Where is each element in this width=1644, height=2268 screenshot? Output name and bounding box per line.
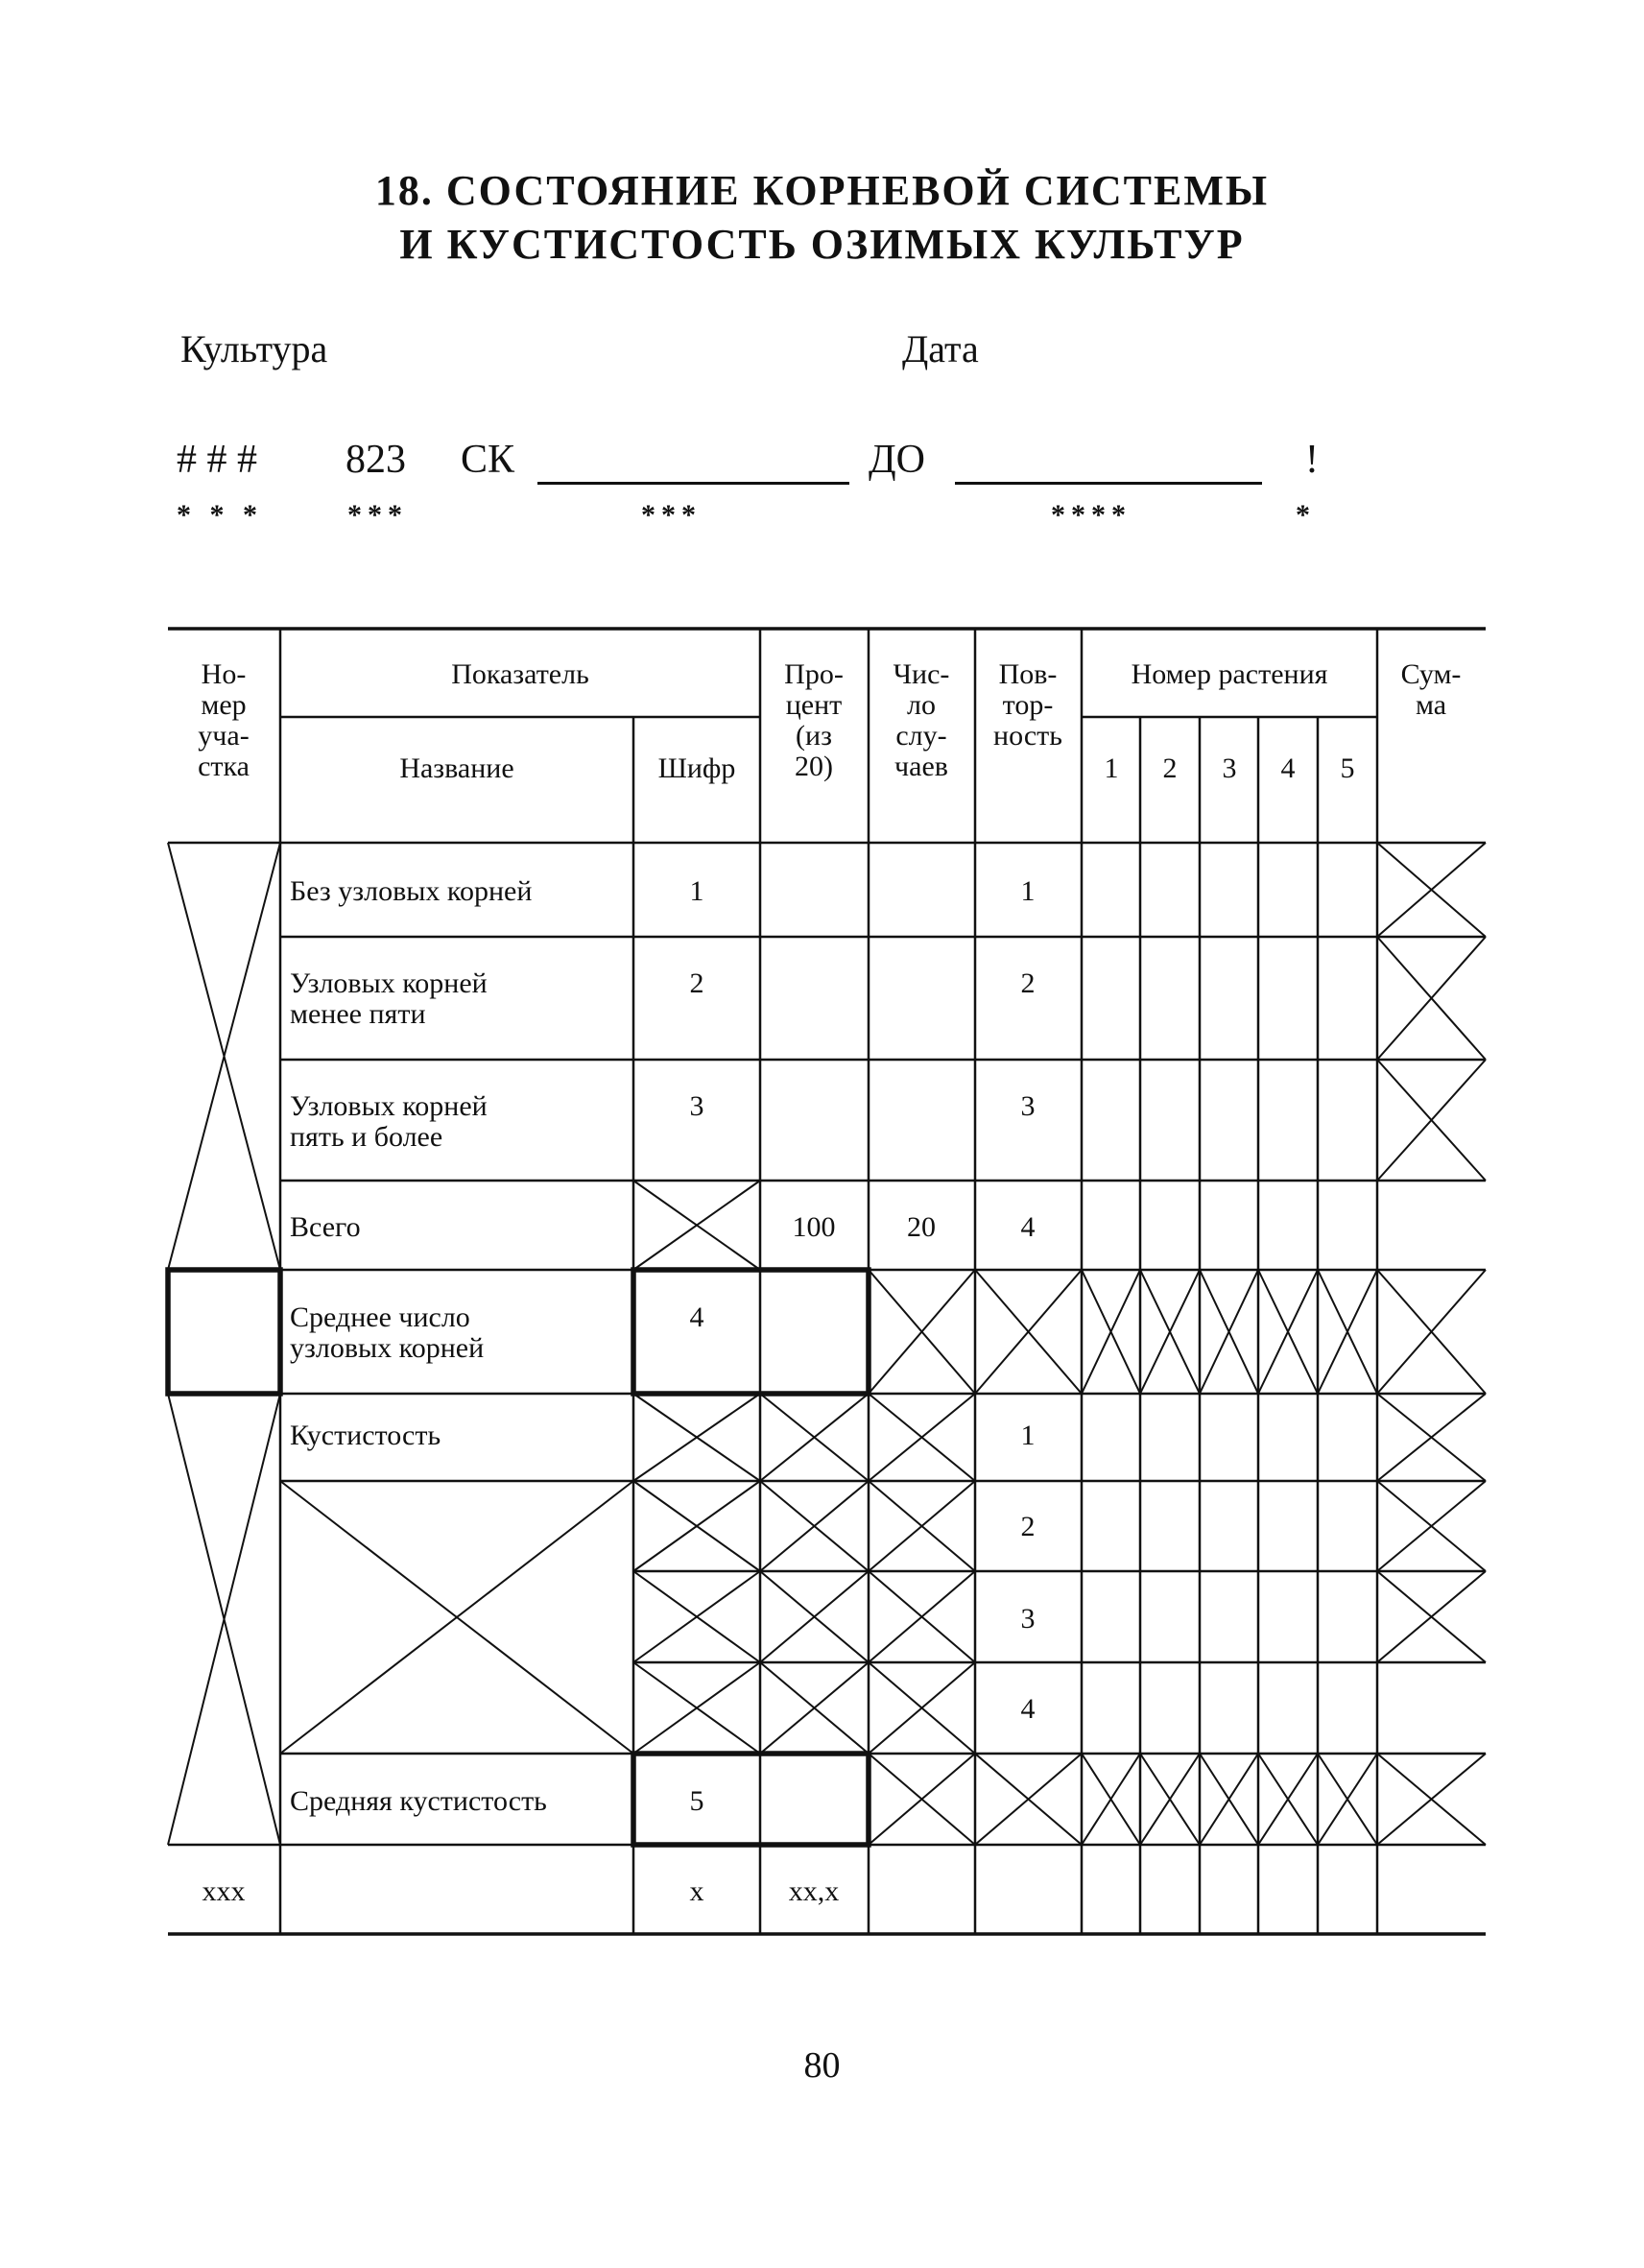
row2-name-2: менее пяти [290,998,426,1030]
footer-code: x [689,1875,704,1907]
date-label: Дата [902,327,979,370]
stars-2: *** [347,499,408,531]
table-header [198,658,1461,784]
hdr-code: Шифр [657,752,736,784]
stars-4: **** [1051,499,1132,531]
hdr-plot-1: Но- [201,658,247,690]
row4-percent: 100 [792,1211,836,1243]
hdr-percent-4: 20) [795,751,833,782]
title-line-2: И КУСТИСТОСТЬ ОЗИМЫХ КУЛЬТУР [399,221,1245,268]
row3-code: 3 [689,1090,704,1122]
hdr-plot-2: мер [201,689,247,721]
code-do: ДО [869,438,925,482]
stars-1: * * * [177,499,263,531]
hdr-percent-2: цент [785,689,843,721]
row10-code: 5 [689,1785,704,1817]
hdr-name: Название [399,752,514,784]
row10-name: Средняя кустистость [290,1785,547,1817]
row2-name-1: Узловых корней [290,967,488,999]
stars-5: * [1296,499,1316,531]
page-number: 80 [803,2045,841,2086]
hdr-repeat-2: тор- [1002,689,1054,721]
stars-3: *** [641,499,702,531]
hdr-count-2: ло [907,689,936,721]
hdr-count-4: чаев [894,751,948,782]
hdr-indicator: Показатель [451,658,589,690]
row5-name-1: Среднее число [290,1301,470,1333]
hdr-repeat-1: Пов- [998,658,1058,690]
row1-name: Без узловых корней [290,875,533,907]
hdr-repeat-3: ность [993,720,1062,752]
row5-code: 4 [689,1301,704,1333]
hdr-plant-2: 2 [1162,752,1178,784]
hdr-count-3: слу- [895,720,947,752]
row8-repeat: 3 [1020,1603,1036,1635]
hdr-plant-3: 3 [1222,752,1237,784]
hdr-percent-1: Про- [784,658,844,690]
row1-repeat: 1 [1020,875,1036,907]
footer-plot: xxx [202,1875,246,1907]
table-grid [168,629,1486,1934]
row1-code: 1 [689,875,704,907]
hdr-sum-1: Сум- [1400,658,1462,690]
hdr-count-1: Чис- [893,658,950,690]
row3-name-2: пять и более [290,1121,443,1153]
code-number: 823 [345,438,406,482]
row2-code: 2 [689,967,704,999]
row6-repeat: 1 [1020,1420,1036,1451]
hdr-plant-4: 4 [1280,752,1296,784]
hdr-plot-4: стка [198,751,250,782]
hdr-percent-3: (из [796,720,832,752]
hdr-sum-2: ма [1415,689,1447,721]
row4-repeat: 4 [1020,1211,1036,1243]
code-excl: ! [1305,438,1319,482]
row7-repeat: 2 [1020,1511,1036,1542]
heavy-boxes [168,1270,869,1845]
culture-label: Культура [180,327,328,370]
row9-repeat: 4 [1020,1693,1036,1725]
code-ck: СК [461,438,515,482]
hdr-plant-5: 5 [1340,752,1355,784]
hdr-plant-1: 1 [1104,752,1119,784]
row4-name: Всего [290,1211,361,1243]
code-hashes: # # # [177,438,257,482]
row6-name: Кустистость [290,1420,441,1451]
row4-count: 20 [907,1211,936,1243]
hdr-plot-3: уча- [198,720,250,752]
row2-repeat: 2 [1020,967,1036,999]
footer-percent: xx,x [788,1875,840,1907]
row5-name-2: узловых корней [290,1332,485,1364]
hdr-plant-no: Номер растения [1131,658,1328,690]
row3-repeat: 3 [1020,1090,1036,1122]
title-line-1: 18. СОСТОЯНИЕ КОРНЕВОЙ СИСТЕМЫ [374,167,1270,214]
row3-name-1: Узловых корней [290,1090,488,1122]
